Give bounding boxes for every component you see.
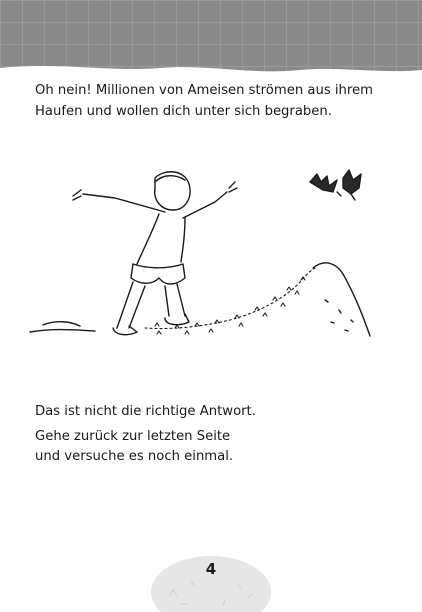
wrong-answer-text: Das ist nicht die richtige Antwort. (35, 404, 256, 419)
story-text: Oh nein! Millionen von Ameisen strömen aus ihrem Haufen und wollen dich unter sich begraben. (35, 83, 373, 119)
header-grid-band (0, 0, 422, 82)
ground-line (30, 330, 95, 332)
boy-figure (73, 172, 237, 335)
ants-illustration (25, 160, 375, 360)
page-number: 4 (205, 560, 217, 578)
leaves-icon (310, 170, 361, 200)
anthill-icon (313, 263, 370, 336)
go-back-instruction: Gehe zurück zur letzten Seite und versuche es noch einmal. (35, 429, 234, 464)
